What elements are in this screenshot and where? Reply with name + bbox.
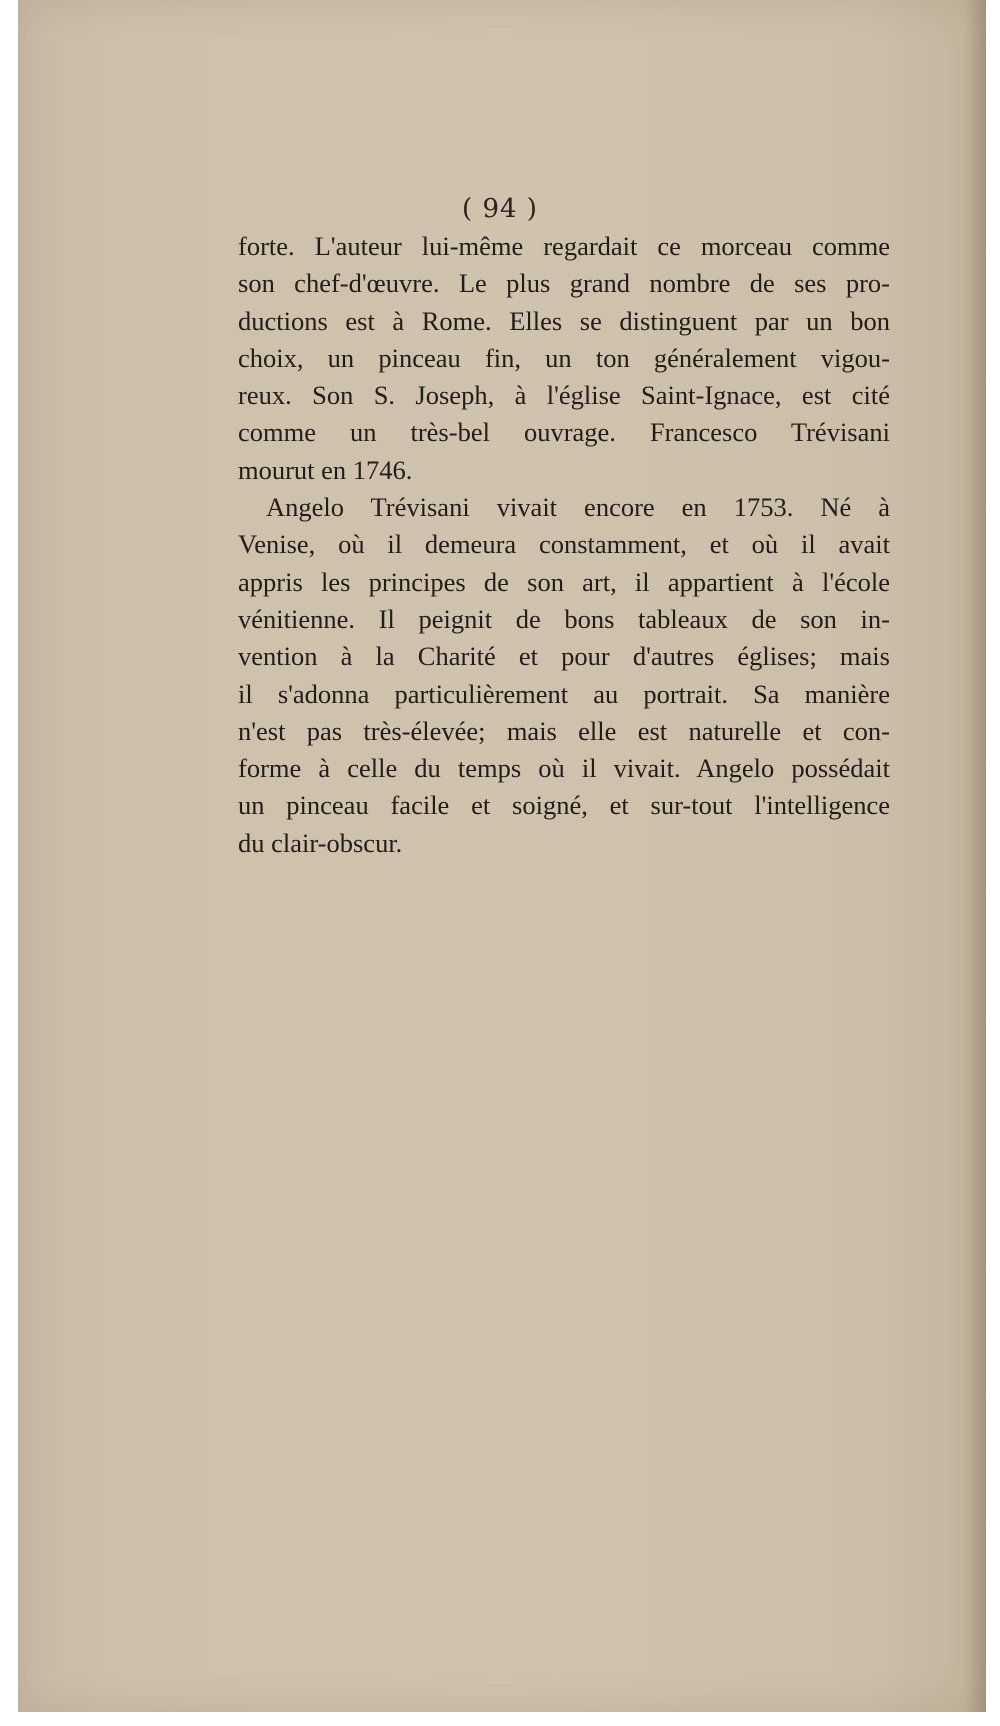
text-line: reux. Son S. Joseph, à l'église Saint-Ignace, est cité [238,380,890,411]
text-line: forme à celle du temps où il vivait. Angelo possédait [238,753,890,784]
page-number: ( 94 ) [462,194,538,224]
text-line: comme un très-bel ouvrage. Francesco Trévisani [238,417,890,448]
text-line: mourut en 1746. [238,454,413,485]
text-line: du clair-obscur. [238,827,403,858]
text-line: vention à la Charité et pour d'autres églises; mais [238,641,890,672]
text-line: il s'adonna particulièrement au portrait. Sa manière [238,678,890,709]
text-line: un pinceau facile et soigné, et sur-tout l'intelligence [238,790,890,821]
text-line: vénitienne. Il peignit de bons tableaux de son in- [238,603,890,634]
text-line: choix, un pinceau fin, un ton généralement vigou- [238,342,890,373]
text-line: n'est pas très-élevée; mais elle est naturelle et con- [238,715,890,746]
text-line: appris les principes de son art, il appartient à l'école [238,566,890,597]
text-line: Venise, où il demeura constamment, et où il avait [238,529,890,560]
body-text [238,228,890,862]
text-line: ductions est à Rome. Elles se distinguent par un bon [238,305,890,336]
text-line: forte. L'auteur lui-même regardait ce morceau comme [238,231,890,261]
text-line: Angelo Trévisani vivait encore en 1753. Né à [266,492,890,523]
text-line: son chef-d'œuvre. Le plus grand nombre de ses pro- [238,268,890,299]
